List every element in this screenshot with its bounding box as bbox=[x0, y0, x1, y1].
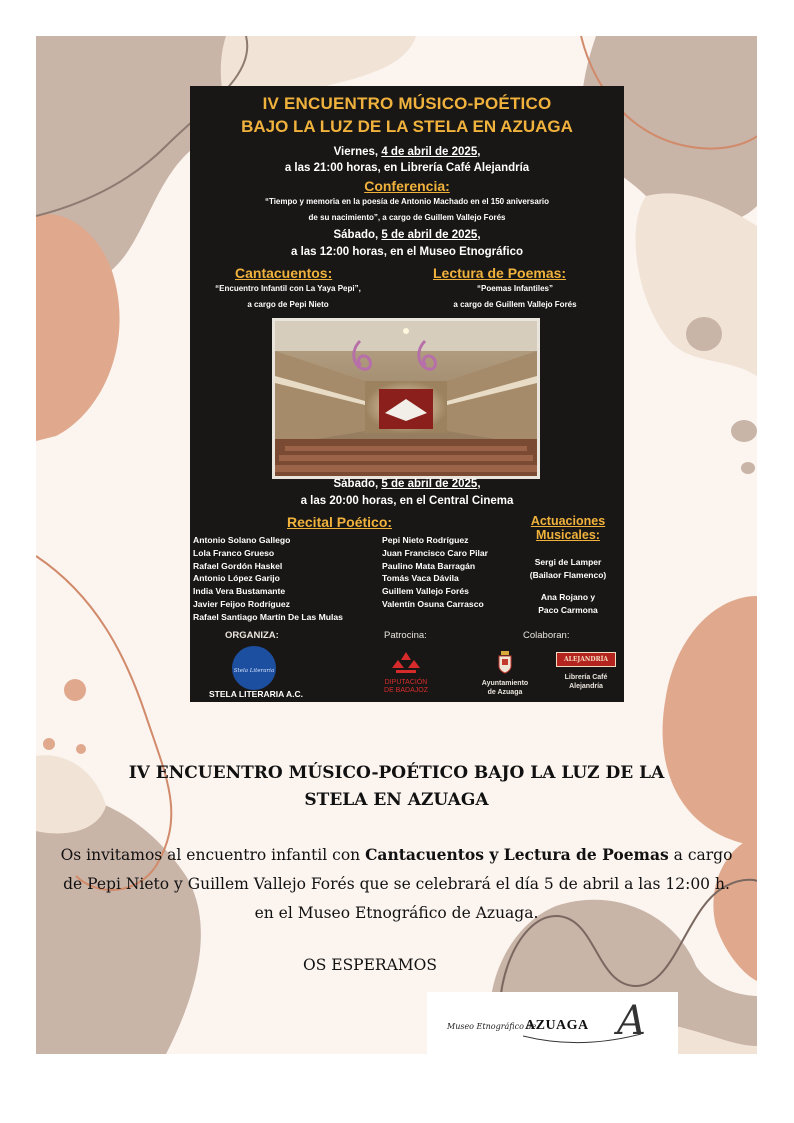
diputacion-emblem-icon bbox=[391, 652, 421, 674]
poet-name: Pepi Nieto Rodríguez bbox=[382, 535, 469, 545]
musicales-heading: Actuaciones Musicales: bbox=[530, 514, 606, 542]
poet-name: Valentín Osuna Carrasco bbox=[382, 598, 484, 609]
event-poster bbox=[190, 86, 624, 702]
cantacuentos-line1: “Encuentro Infantil con La Yaya Pepi”, bbox=[215, 284, 361, 293]
musicales-list: Sergi de Lamper (Bailaor Flamenco) Ana Rojano y Paco Carmona bbox=[529, 557, 607, 615]
lectura-heading: Lectura de Poemas: bbox=[433, 265, 567, 281]
conference-line1: “Tiempo y memoria en la poesía de Antonio Machado en el 150 aniversario bbox=[264, 197, 550, 206]
poet-name: Antonio López Garijo bbox=[193, 573, 280, 584]
poet-name: Antonio Solano Gallego bbox=[193, 535, 291, 545]
poster-title-line1: IV ENCUENTRO MÚSICO-POÉTICO bbox=[262, 94, 552, 113]
cantacuentos-heading: Cantacuentos: bbox=[235, 265, 333, 281]
page-title: IV ENCUENTRO MÚSICO-POÉTICO BAJO LA LUZ DE LA STELA EN AZUAGA bbox=[128, 763, 665, 810]
conference-heading: Conferencia: bbox=[364, 178, 450, 194]
poet-name: Juan Francisco Caro Pilar bbox=[382, 547, 489, 558]
invitation-text: Os invitamos al encuentro infantil con Cantacuentos y Lectura de Poemas a cargo de Pepi Nieto y Guillem Vallejo Forés que se celebrará el día 5 de abril a las 12:00 h. en el Museo Etnográfico de Azuaga. bbox=[60, 845, 733, 922]
patrocina-label: Patrocina: bbox=[384, 630, 427, 641]
lectura-line1: “Poemas Infantiles” bbox=[476, 284, 554, 293]
poet-name: Lola Franco Grueso bbox=[193, 547, 275, 558]
museo-logo: Museo Etnográfico de AZUAGA A bbox=[427, 992, 678, 1055]
day3-date: Sábado, 5 de abril de 2025, bbox=[333, 478, 481, 490]
conference-line2: de su nacimiento”, a cargo de Guillem Vallejo Forés bbox=[308, 213, 506, 222]
day2-date: Sábado, 5 de abril de 2025, bbox=[333, 229, 481, 241]
colaboran-label: Colaboran: bbox=[523, 630, 570, 641]
stela-logo: Stela Literaria bbox=[232, 646, 276, 690]
theater-image bbox=[275, 321, 537, 476]
day1-time-place: a las 21:00 horas, en Librería Café Alejandría bbox=[284, 162, 530, 174]
organiza-label: ORGANIZA: bbox=[225, 630, 279, 641]
lectura-line2: a cargo de Guillem Vallejo Forés bbox=[453, 300, 577, 309]
recital-column-2 bbox=[382, 534, 488, 611]
poet-name: Rafael Santiago Martín De Las Mulas bbox=[193, 611, 343, 622]
poster-title-line2: BAJO LA LUZ DE LA STELA EN AZUAGA bbox=[241, 117, 573, 136]
stela-name: STELA LITERARIA A.C. bbox=[209, 689, 303, 699]
poet-name: Guillem Vallejo Forés bbox=[382, 586, 469, 597]
poet-name: India Vera Bustamante bbox=[193, 586, 286, 597]
theater-photo bbox=[272, 318, 540, 479]
alejandria-logo: ALEJANDRÍA Librería Café Alejandría bbox=[556, 652, 616, 691]
poet-name: Javier Feijoo Rodríguez bbox=[193, 598, 290, 609]
poet-name: Paulino Mata Barragán bbox=[382, 560, 476, 571]
recital-heading: Recital Poético: bbox=[287, 514, 393, 530]
recital-column-1 bbox=[193, 534, 343, 624]
ayuntamiento-logo: Ayuntamiento de Azuaga bbox=[470, 650, 540, 697]
poet-name: Rafael Gordón Haskel bbox=[193, 560, 283, 571]
cantacuentos-line2: a cargo de Pepi Nieto bbox=[247, 300, 329, 309]
day3-time-place: a las 20:00 horas, en el Central Cinema bbox=[300, 495, 514, 507]
closing-text: OS ESPERAMOS bbox=[303, 956, 437, 974]
day2-time-place: a las 12:00 horas, en el Museo Etnográfico bbox=[291, 246, 523, 258]
day1-date: Viernes, 4 de abril de 2025, bbox=[333, 146, 481, 158]
poet-name: Tomás Vaca Dávila bbox=[382, 573, 459, 584]
diputacion-logo: DIPUTACIÓN DE BADAJOZ bbox=[376, 652, 436, 695]
coat-of-arms-icon bbox=[497, 650, 513, 674]
